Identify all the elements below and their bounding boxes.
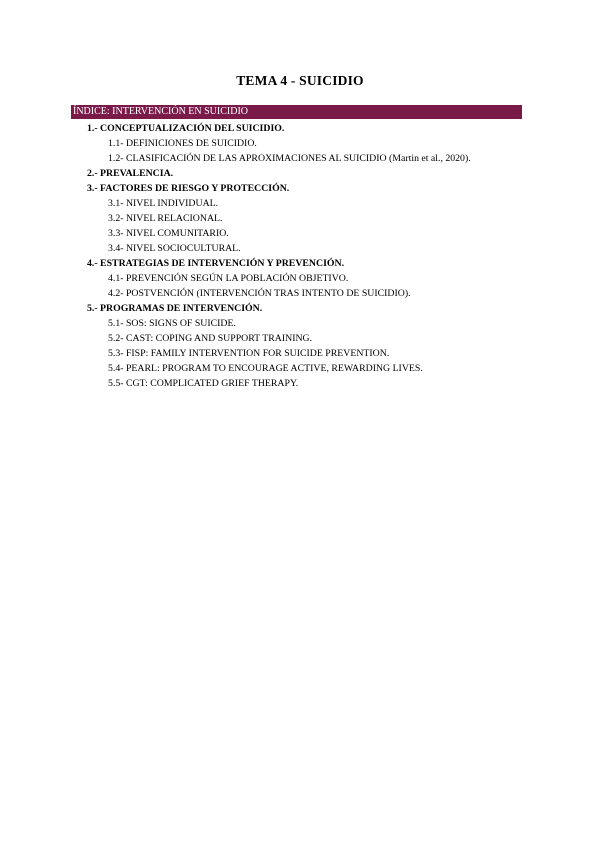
toc-entry: 5.1- SOS: SIGNS OF SUICIDE. [108, 318, 236, 329]
toc-entry: 1.1- DEFINICIONES DE SUICIDIO. [108, 138, 257, 149]
toc-entry: 5.4- PEARL: PROGRAM TO ENCOURAGE ACTIVE, REWARDING LIVES. [108, 363, 423, 374]
toc-entry: 5.- PROGRAMAS DE INTERVENCIÓN. [87, 303, 263, 314]
toc-entry: 3.3- NIVEL COMUNITARIO. [108, 228, 229, 239]
toc-entry: 3.- FACTORES DE RIESGO Y PROTECCIÓN. [87, 183, 290, 194]
toc-entry: 2.- PREVALENCIA. [87, 168, 174, 179]
toc-entry: 4.1- PREVENCIÓN SEGÚN LA POBLACIÓN OBJETIVO. [108, 273, 349, 284]
toc-entry: 3.2- NIVEL RELACIONAL. [108, 213, 223, 224]
toc-entry: 4.2- POSTVENCIÓN (INTERVENCIÓN TRAS INTENTO DE SUICIDIO). [108, 288, 411, 299]
toc-entry: 5.3- FISP: FAMILY INTERVENTION FOR SUICIDE PREVENTION. [108, 348, 390, 359]
toc-entry: 3.4- NIVEL SOCIOCULTURAL. [108, 243, 241, 254]
toc-entry: 1.- CONCEPTUALIZACIÓN DEL SUICIDIO. [87, 123, 285, 134]
table-of-contents [0, 121, 600, 391]
page-title: TEMA 4 - SUICIDIO [236, 73, 364, 88]
toc-entry: 3.1- NIVEL INDIVIDUAL. [108, 198, 219, 209]
toc-entry: 5.5- CGT: COMPLICATED GRIEF THERAPY. [108, 378, 299, 389]
index-heading-bar: ÍNDICE: INTERVENCIÓN EN SUICIDIO [71, 105, 522, 119]
toc-entry: 5.2- CAST: COPING AND SUPPORT TRAINING. [108, 333, 313, 344]
toc-entry: 1.2- CLASIFICACIÓN DE LAS APROXIMACIONES AL SUICIDIO (Martin et al., 2020). [108, 153, 471, 164]
toc-entry: 4.- ESTRATEGIAS DE INTERVENCIÓN Y PREVENCIÓN. [87, 258, 345, 269]
